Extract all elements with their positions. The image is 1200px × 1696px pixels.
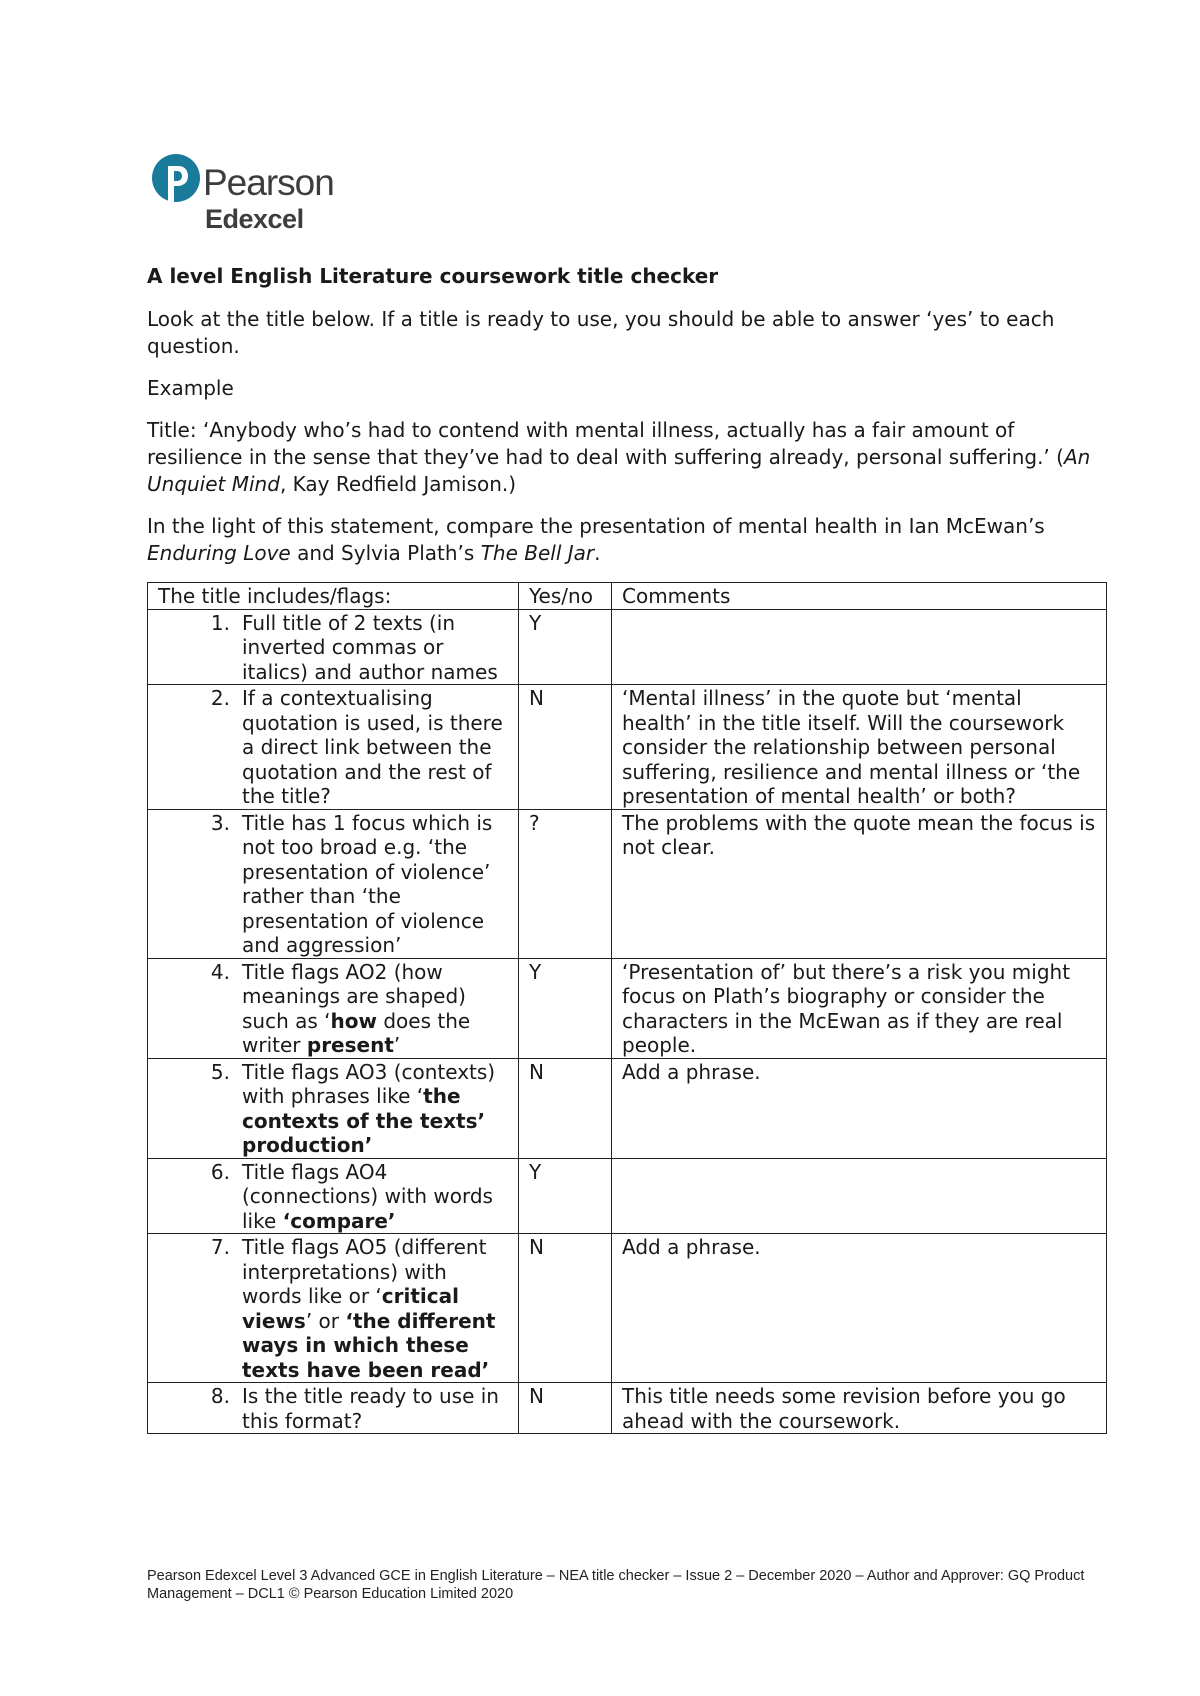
table-row — [148, 1234, 1107, 1383]
table-row — [148, 809, 1107, 958]
criterion-fragment: Full title of 2 texts (in inverted commas or italics) and author names — [242, 610, 498, 684]
criterion-fragment: ’ or — [305, 1308, 346, 1333]
criterion-number: 2. — [210, 686, 230, 710]
criterion-fragment: Title flags AO5 (different interpretations) with words like or ‘ — [242, 1235, 487, 1308]
intro-text: Look at the title below. If a title is ready to use, you should be able to answer ‘yes’ to each question. — [147, 307, 1055, 358]
criterion-cell — [148, 958, 519, 1058]
criterion-text — [242, 611, 508, 685]
criterion-emphasis: ‘the different ways in which these texts have been read’ — [242, 1308, 496, 1382]
criterion-cell — [148, 1058, 519, 1158]
table-row — [148, 958, 1107, 1058]
yesno-cell: N — [519, 685, 612, 810]
criterion-text — [242, 1160, 508, 1234]
criterion-text — [242, 686, 508, 809]
criterion-fragment: Title flags AO3 (contexts) with phrases like ‘ — [242, 1059, 496, 1108]
criterion-emphasis: the contexts of the texts’ production’ — [242, 1084, 486, 1157]
criterion-emphasis: how — [330, 1008, 377, 1033]
table-row — [148, 1383, 1107, 1434]
criterion-number: 3. — [210, 810, 230, 835]
criterion-emphasis: critical views — [242, 1284, 459, 1333]
example-q-a: In the light of this statement, compare the presentation of mental health in Ian McEwan’s — [147, 514, 1045, 538]
criterion-cell — [148, 1158, 519, 1234]
example-label: Example — [147, 376, 234, 400]
criterion-number: 1. — [210, 610, 230, 635]
criterion-text — [242, 811, 508, 958]
criterion-number: 8. — [210, 1384, 230, 1408]
comment-cell: Add a phrase. — [612, 1058, 1107, 1158]
table-row — [148, 1158, 1107, 1234]
comment-cell — [612, 1158, 1107, 1234]
example-text-2: The Bell Jar — [480, 541, 595, 565]
yesno-cell: N — [519, 1234, 612, 1383]
logo-brand: Pearson — [203, 162, 334, 203]
criterion-emphasis: present — [306, 1033, 394, 1057]
example-title-suffix: , Kay Redfield Jamison.) — [279, 472, 517, 496]
criterion-number: 5. — [210, 1059, 230, 1084]
criterion-text — [242, 1235, 508, 1382]
criterion-fragment: If a contextualising quotation is used, is there a direct link between the quotation and the rest of the title? — [242, 686, 503, 808]
criterion-fragment: Title flags AO4 (connections) with words like — [242, 1159, 493, 1233]
criterion-text — [242, 1060, 508, 1158]
yesno-cell: Y — [519, 609, 612, 685]
header-yesno: Yes/no — [519, 583, 612, 610]
header-comments: Comments — [612, 583, 1107, 610]
criterion-text — [242, 960, 508, 1058]
criterion-fragment: Title has 1 focus which is not too broad e.g. ‘the presentation of violence’ rather than ‘the presentation of violence and aggression’ — [242, 810, 493, 957]
criterion-text — [242, 1384, 508, 1433]
example-title — [147, 417, 1107, 498]
table-row — [148, 685, 1107, 810]
yesno-cell: N — [519, 1058, 612, 1158]
criterion-cell — [148, 1383, 519, 1434]
criterion-cell — [148, 1234, 519, 1383]
criterion-cell — [148, 685, 519, 810]
criterion-number: 4. — [210, 959, 230, 984]
criterion-emphasis: ‘compare’ — [282, 1208, 396, 1233]
yesno-cell: N — [519, 1383, 612, 1434]
example-title-prefix: Title: ‘Anybody who’s had to contend with mental illness, actually has a fair amount of resilience in the sense that they’ve had to deal with suffering already, personal suffering.’ ( — [147, 418, 1064, 469]
example-text-1: Enduring Love — [147, 541, 291, 565]
criterion-number: 7. — [210, 1235, 230, 1259]
yesno-cell: Y — [519, 1158, 612, 1234]
example-book: An Unquiet Mind — [147, 445, 1091, 496]
criterion-cell — [148, 609, 519, 685]
example-question — [147, 513, 1107, 567]
table-header-row — [148, 583, 1107, 610]
comment-cell: This title needs some revision before you go ahead with the coursework. — [612, 1383, 1107, 1434]
criterion-fragment: Is the title ready to use in this format? — [242, 1384, 499, 1433]
criterion-number: 6. — [210, 1159, 230, 1184]
comment-cell: The problems with the quote mean the focus is not clear. — [612, 809, 1107, 958]
footer-text: Pearson Edexcel Level 3 Advanced GCE in English Literature – NEA title checker – Issue 2 – December 2020 – Author and Approver: GQ Product Management – DCL1 © Pearson Education Limited 2020 — [147, 1568, 1085, 1602]
comment-cell: ‘Mental illness’ in the quote but ‘mental health’ in the title itself. Will the coursework consider the relationship between personal suffering, resilience and mental illness or ‘the presentation of mental health’ or both? — [612, 685, 1107, 810]
criterion-fragment: does the writer — [242, 1008, 471, 1057]
comment-cell: ‘Presentation of’ but there’s a risk you might focus on Plath’s biography or consider the characters in the McEwan as if they are real people. — [612, 958, 1107, 1058]
checklist-table — [147, 582, 1107, 1434]
table-row — [148, 609, 1107, 685]
pearson-edexcel-logo — [151, 153, 334, 237]
pearson-logo-icon — [151, 153, 201, 215]
criterion-fragment: Title flags AO2 (how meanings are shaped) such as ‘ — [242, 959, 466, 1033]
table-row — [148, 1058, 1107, 1158]
yesno-cell: ? — [519, 809, 612, 958]
logo-sub: Edexcel — [205, 204, 304, 234]
page-title: A level English Literature coursework title checker — [147, 264, 719, 288]
comment-cell: Add a phrase. — [612, 1234, 1107, 1383]
criterion-fragment: ’ — [393, 1033, 401, 1057]
criterion-cell — [148, 809, 519, 958]
document-body — [147, 263, 1107, 1434]
comment-cell — [612, 609, 1107, 685]
header-includes: The title includes/flags: — [148, 583, 519, 610]
example-q-c: . — [594, 541, 601, 565]
example-q-b: and Sylvia Plath’s — [290, 541, 481, 565]
yesno-cell: Y — [519, 958, 612, 1058]
